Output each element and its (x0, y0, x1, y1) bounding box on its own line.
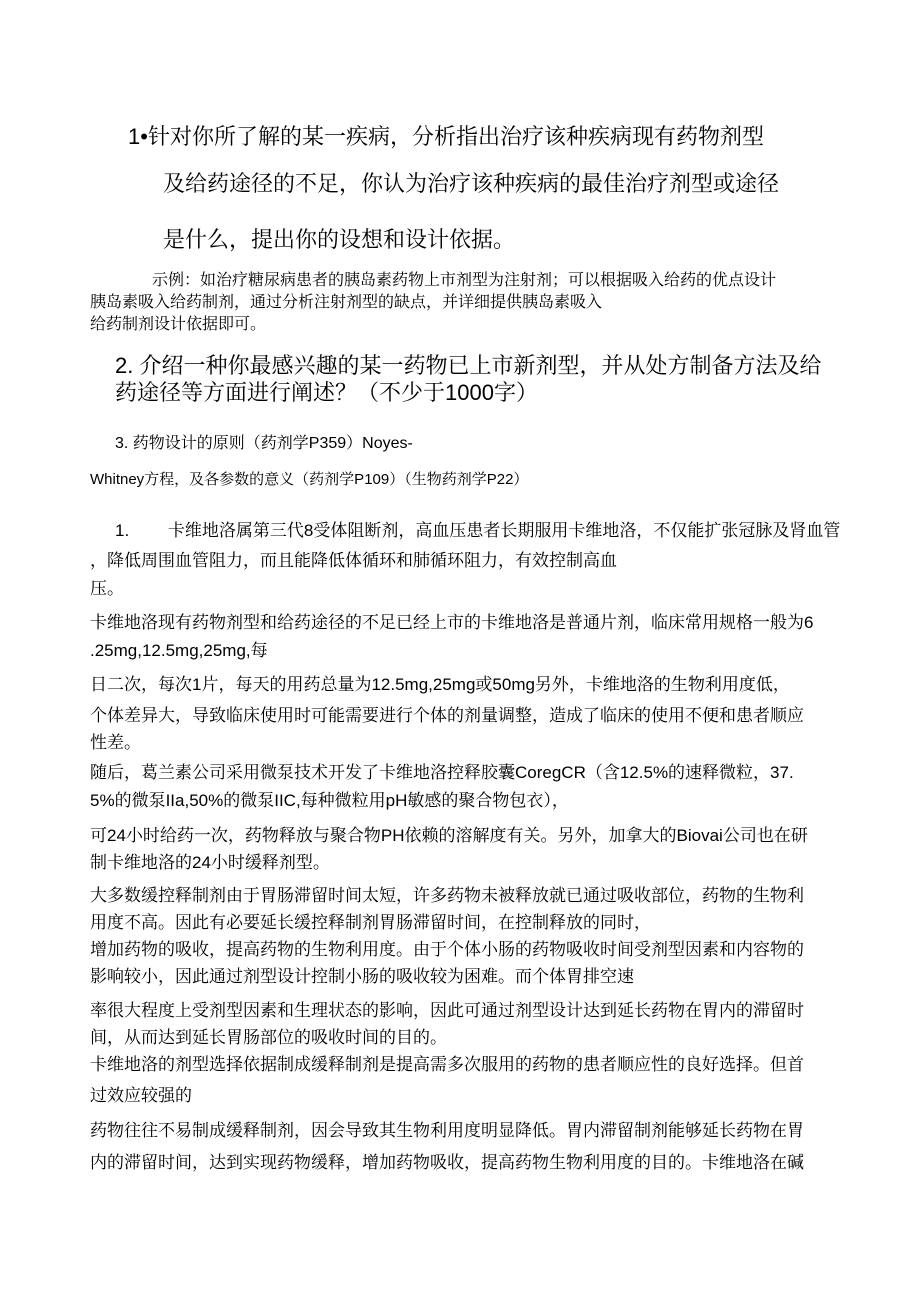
answer-line: 制卡维地洛的24小时缓释剂型。 (90, 853, 330, 872)
answer-line: 个体差异大，导致临床使用时可能需要进行个体的剂量调整，造成了临床的使用不便和患者顺应 (90, 706, 804, 725)
example-note-line: 给药制剂设计依据即可。 (90, 316, 267, 333)
answer-line: 可24小时给药一次，药物释放与聚合物PH依赖的溶解度有关。另外，加拿大的Biovai公司也在研 (90, 826, 808, 845)
answer-line: 过效应较强的 (90, 1086, 192, 1105)
answer-line: 卡维地洛现有药物剂型和给药途径的不足已经上市的卡维地洛是普通片剂，临床常用规格一般为6 (90, 613, 814, 632)
answer-line: 内的滞留时间，达到实现药物缓释，增加药物吸收，提高药物生物利用度的目的。卡维地洛在碱 (90, 1153, 804, 1172)
answer-line: 用度不高。因此有必要延长缓控释制剂胃肠滞留时间，在控制释放的同时， (90, 913, 651, 932)
answer-line: 5%的微泵IIa,50%的微泵IIC,每种微粒用pH敏感的聚合物包衣）， (90, 791, 569, 810)
answer-line: 大多数缓控释制剂由于胃肠滞留时间太短，许多药物未被释放就已通过吸收部位，药物的生物利 (90, 886, 804, 905)
question3-line: Whitney方程，及各参数的意义（药剂学P109）（生物药剂学P22） (90, 471, 529, 488)
question1-line: 及给药途径的不足，你认为治疗该种疾病的最佳治疗剂型或途径 (163, 171, 780, 196)
answer-line: .25mg,12.5mg,25mg,每 (90, 641, 268, 660)
answer-line: 性差。 (90, 733, 141, 752)
answer-line: 日二次，每次1片，每天的用药总量为12.5mg,25mg或50mg另外，卡维地洛的生物利用度低， (90, 675, 790, 694)
answer-line: 随后，葛兰素公司采用微泵技术开发了卡维地洛控释胶囊CoregCR（含12.5%的速释微粒，37. (90, 763, 794, 782)
answer-line: ，降低周围血管阻力，而且能降低体循环和肺循环阻力，有效控制高血 (90, 551, 617, 570)
answer-line: 1. 卡维地洛属第三代8受体阻断剂，高血压患者长期服用卡维地洛，不仅能扩张冠脉及肾血管 (115, 521, 841, 540)
answer-line: 卡维地洛的剂型选择依据制成缓释制剂是提高需多次服用的药物的患者顺应性的良好选择。但首 (90, 1055, 804, 1074)
answer-line: 增加药物的吸收，提高药物的生物利用度。由于个体小肠的药物吸收时间受剂型因素和内容物的 (90, 940, 804, 959)
question3-line: 3. 药物设计的原则（药剂学P359）Noyes- (115, 435, 413, 452)
question2-line: 2. 介绍一种你最感兴趣的某一药物已上市新剂型，并从处方制备方法及给 (115, 353, 822, 378)
answer-line: 药物往往不易制成缓释制剂，因会导致其生物利用度明显降低。胃内滞留制剂能够延长药物在胃 (90, 1121, 804, 1140)
question1-line: 1•针对你所了解的某一疾病，分析指出治疗该种疾病现有药物剂型 (128, 124, 764, 149)
answer-line: 间，从而达到延长胃肠部位的吸收时间的目的。 (90, 1028, 447, 1047)
example-note-line: 胰岛素吸入给药制剂，通过分析注射剂型的缺点，并详细提供胰岛素吸入 (90, 294, 603, 311)
example-note-line: 示例：如治疗糖尿病患者的胰岛素药物上市剂型为注射剂；可以根据吸入给药的优点设计 (152, 272, 777, 289)
question2-line: 药途径等方面进行阐述？（不少于1000字） (115, 380, 538, 405)
answer-line: 率很大程度上受剂型因素和生理状态的影响，因此可通过剂型设计达到延长药物在胃内的滞留时 (90, 1001, 804, 1020)
answer-line: 影响较小，因此通过剂型设计控制小肠的吸收较为困难。而个体胃排空速 (90, 967, 634, 986)
answer-line: 压。 (90, 579, 124, 598)
question1-line: 是什么，提出你的设想和设计依据。 (163, 227, 516, 252)
